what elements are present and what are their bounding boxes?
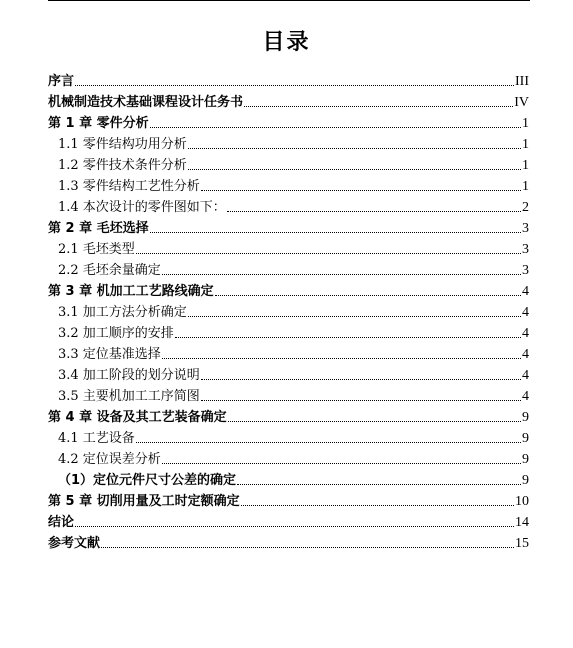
toc-entry[interactable] bbox=[48, 405, 529, 426]
toc-page-number: 1 bbox=[522, 137, 529, 152]
toc-entry[interactable] bbox=[48, 321, 529, 342]
toc-dot-leader bbox=[188, 148, 521, 149]
toc-entry-title: 3.1 加工方法分析确定 bbox=[58, 305, 187, 320]
toc-entry-title: （1）定位元件尺寸公差的确定 bbox=[58, 473, 237, 488]
toc-entry[interactable] bbox=[48, 111, 529, 132]
toc-entry[interactable] bbox=[48, 258, 529, 279]
toc-dot-leader bbox=[188, 169, 521, 170]
toc-entry[interactable] bbox=[48, 216, 529, 237]
toc-dot-leader bbox=[244, 106, 513, 107]
toc-entry-title: 第 2 章 毛坯选择 bbox=[48, 221, 149, 236]
toc-entry-title: 第 3 章 机加工工艺路线确定 bbox=[48, 284, 214, 299]
toc-dot-leader bbox=[162, 358, 521, 359]
toc-entry[interactable] bbox=[48, 426, 529, 447]
toc-page-number: 4 bbox=[522, 326, 529, 341]
toc-entry-title: 1.4 本次设计的零件图如下： bbox=[58, 200, 226, 215]
toc-page-number: 9 bbox=[522, 473, 529, 488]
toc-page-number: 1 bbox=[522, 116, 529, 131]
toc-entry-title: 第 4 章 设备及其工艺装备确定 bbox=[48, 410, 227, 425]
toc-dot-leader bbox=[162, 463, 521, 464]
toc-dot-leader bbox=[175, 337, 521, 338]
top-rule bbox=[48, 0, 530, 1]
toc-page-number: 9 bbox=[522, 410, 529, 425]
toc-dot-leader bbox=[150, 127, 521, 128]
toc-entry-title: 2.1 毛坯类型 bbox=[58, 242, 135, 257]
toc-entry[interactable] bbox=[48, 363, 529, 384]
toc-page-number: 4 bbox=[522, 305, 529, 320]
toc-entry-title: 第 1 章 零件分析 bbox=[48, 116, 149, 131]
toc-dot-leader bbox=[188, 316, 521, 317]
toc-entry[interactable] bbox=[48, 195, 529, 216]
toc-entry[interactable] bbox=[48, 468, 529, 489]
toc-entry[interactable] bbox=[48, 489, 529, 510]
toc-entry[interactable] bbox=[48, 447, 529, 468]
toc-dot-leader bbox=[201, 400, 521, 401]
toc-entry-title: 3.2 加工顺序的安排 bbox=[58, 326, 174, 341]
toc-entry-title: 结论 bbox=[48, 515, 75, 530]
toc-page-number: 10 bbox=[515, 494, 529, 509]
toc-page-number: 4 bbox=[522, 389, 529, 404]
toc-entry-title: 2.2 毛坯余量确定 bbox=[58, 263, 161, 278]
toc-dot-leader bbox=[215, 295, 521, 296]
toc-page-number: 9 bbox=[522, 452, 529, 467]
toc-entry-title: 4.1 工艺设备 bbox=[58, 431, 135, 446]
toc-page-number: 3 bbox=[522, 221, 529, 236]
toc-entry[interactable] bbox=[48, 384, 529, 405]
toc-dot-leader bbox=[75, 526, 514, 527]
toc-dot-leader bbox=[237, 484, 521, 485]
toc-page-number: IV bbox=[514, 95, 529, 110]
toc-entry-title: 3.5 主要机加工工序简图 bbox=[58, 389, 200, 404]
toc-dot-leader bbox=[75, 85, 514, 86]
toc-entry-title: 第 5 章 切削用量及工时定额确定 bbox=[48, 494, 240, 509]
toc-entry[interactable] bbox=[48, 69, 529, 90]
toc-entry[interactable] bbox=[48, 90, 529, 111]
toc-page-number: 3 bbox=[522, 263, 529, 278]
toc-entry[interactable] bbox=[48, 174, 529, 195]
toc-dot-leader bbox=[241, 505, 514, 506]
toc-page-number: 14 bbox=[515, 515, 529, 530]
toc-dot-leader bbox=[227, 211, 521, 212]
toc-dot-leader bbox=[136, 253, 521, 254]
toc-entry-title: 1.1 零件结构功用分析 bbox=[58, 137, 187, 152]
toc-dot-leader bbox=[101, 547, 514, 548]
toc-entry-title: 1.3 零件结构工艺性分析 bbox=[58, 179, 200, 194]
toc-entry[interactable] bbox=[48, 531, 529, 552]
toc-dot-leader bbox=[201, 379, 521, 380]
toc-page-number: 3 bbox=[522, 242, 529, 257]
toc-page-number: 4 bbox=[522, 368, 529, 383]
toc-entry-title: 序言 bbox=[48, 74, 75, 89]
toc-entry[interactable] bbox=[48, 510, 529, 531]
toc-page-number: 2 bbox=[522, 200, 529, 215]
toc-dot-leader bbox=[150, 232, 521, 233]
toc-page-number: 1 bbox=[522, 179, 529, 194]
toc-page-number: 4 bbox=[522, 347, 529, 362]
toc-dot-leader bbox=[201, 190, 521, 191]
toc-entry-title: 3.3 定位基准选择 bbox=[58, 347, 161, 362]
toc-entry-title: 4.2 定位误差分析 bbox=[58, 452, 161, 467]
toc-entry-title: 参考文献 bbox=[48, 536, 101, 551]
table-of-contents bbox=[48, 69, 529, 552]
page-title: 目录 bbox=[262, 30, 311, 55]
toc-entry[interactable] bbox=[48, 132, 529, 153]
toc-page-number: 15 bbox=[515, 536, 529, 551]
toc-page-number: III bbox=[515, 74, 529, 89]
toc-entry[interactable] bbox=[48, 279, 529, 300]
toc-dot-leader bbox=[162, 274, 521, 275]
toc-page-number: 4 bbox=[522, 284, 529, 299]
toc-entry[interactable] bbox=[48, 342, 529, 363]
toc-entry-title: 1.2 零件技术条件分析 bbox=[58, 158, 187, 173]
toc-dot-leader bbox=[136, 442, 521, 443]
toc-page-number: 1 bbox=[522, 158, 529, 173]
toc-entry[interactable] bbox=[48, 237, 529, 258]
toc-entry-title: 3.4 加工阶段的划分说明 bbox=[58, 368, 200, 383]
toc-page-number: 9 bbox=[522, 431, 529, 446]
toc-entry-title: 机械制造技术基础课程设计任务书 bbox=[48, 95, 244, 110]
toc-entry[interactable] bbox=[48, 153, 529, 174]
toc-entry[interactable] bbox=[48, 300, 529, 321]
toc-dot-leader bbox=[228, 421, 521, 422]
